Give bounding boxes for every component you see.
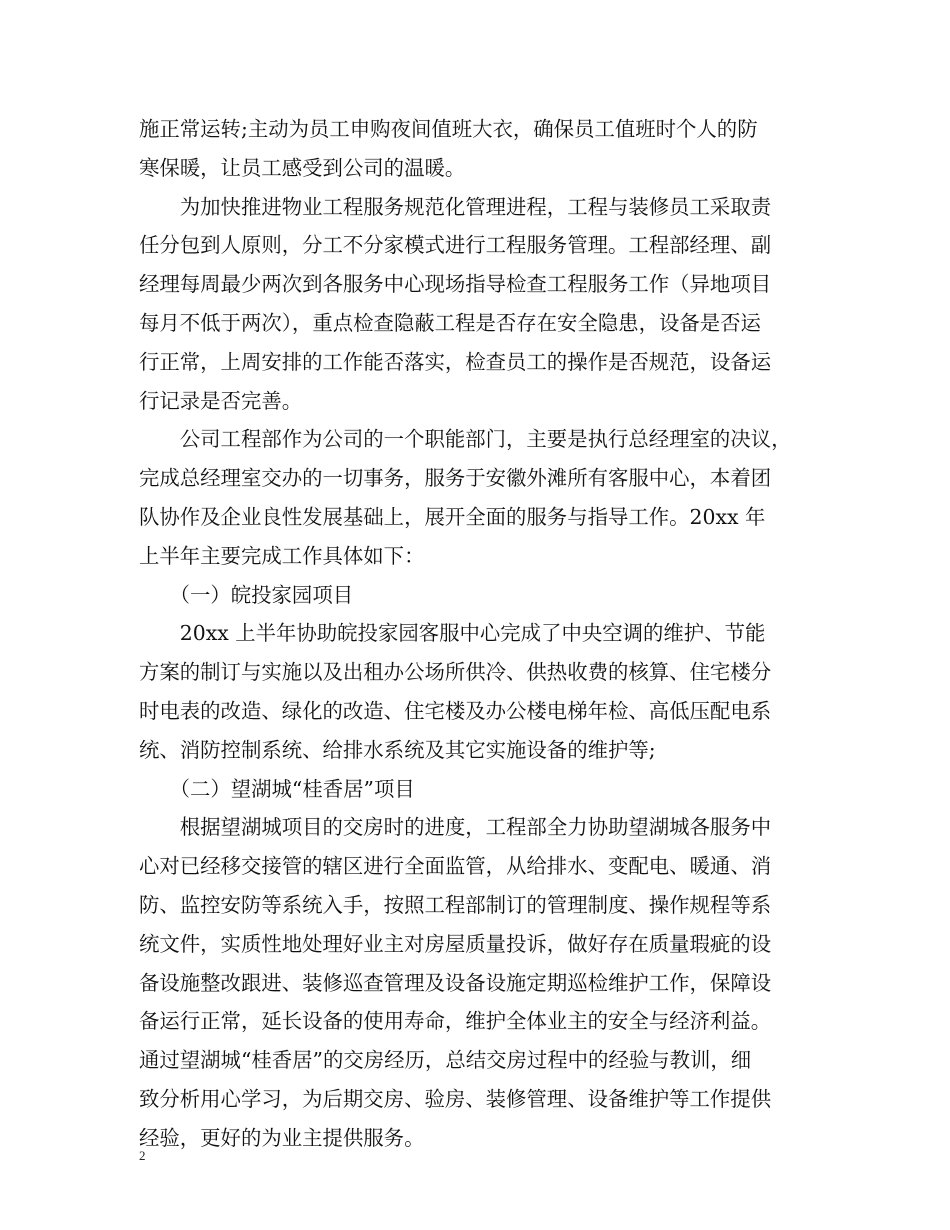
text-line: 备设施整改跟进、装修巡查管理及设备设施定期巡检维护工作，保障设 [139, 970, 772, 995]
text-line: 寒保暖，让员工感受到公司的温暖。 [139, 155, 466, 180]
section-heading: （二）望湖城“桂香居”项目 [139, 776, 415, 801]
text-line: 备运行正常，延长设备的使用寿命，维护全体业主的安全与经济利益。 [139, 1009, 772, 1034]
text-line: 通过望湖城“桂香居”的交房经历，总结交房过程中的经验与教训，细 [139, 1048, 752, 1073]
text-line: 时电表的改造、绿化的改造、住宅楼及办公楼电梯年检、高低压配电系 [139, 698, 772, 723]
text-line: 施正常运转;主动为员工申购夜间值班大衣，确保员工值班时个人的防 [139, 117, 758, 141]
text-line: 行记录是否完善。 [139, 388, 303, 413]
text-line: 致分析用心学习，为后期交房、验房、装修管理、设备维护等工作提供 [139, 1086, 772, 1111]
text-line: 20xx 上半年协助皖投家园客服中心完成了中央空调的维护、节能 [139, 621, 766, 646]
text-line: 统文件，实质性地处理好业主对房屋质量投诉，做好存在质量瑕疵的设 [139, 931, 772, 956]
text-line: 防、监控安防等系统入手，按照工程部制订的管理制度、操作规程等系 [139, 892, 772, 917]
page-number: 2 [139, 1148, 146, 1163]
text-line: 公司工程部作为公司的一个职能部门，主要是执行总经理室的决议， [139, 427, 792, 452]
text-line: 每月不低于两次），重点检查隐蔽工程是否存在安全隐患，设备是否运 [139, 310, 761, 335]
text-line: 上半年主要完成工作具体如下： [139, 543, 425, 568]
text-line: 根据望湖城项目的交房时的进度，工程部全力协助望湖城各服务中 [139, 815, 772, 840]
text-line: 心对已经移交接管的辖区进行全面监管，从给排水、变配电、暖通、消 [139, 854, 772, 879]
text-line: 方案的制订与实施以及出租办公场所供冷、供热收费的核算、住宅楼分 [139, 660, 772, 685]
section-heading: （一）皖投家园项目 [139, 582, 354, 607]
text-line: 统、消防控制系统、给排水系统及其它实施设备的维护等; [139, 737, 656, 762]
text-line: 行正常，上周安排的工作能否落实，检查员工的操作是否规范，设备运 [139, 349, 772, 374]
body-text [139, 110, 819, 1158]
text-line: 经验，更好的为业主提供服务。 [139, 1125, 425, 1150]
text-line: 完成总经理室交办的一切事务，服务于安徽外滩所有客服中心，本着团 [139, 466, 772, 491]
text-line: 为加快推进物业工程服务规范化管理进程，工程与装修员工采取责 [139, 194, 772, 219]
text-line: 队协作及企业良性发展基础上，展开全面的服务与指导工作。20xx 年 [139, 504, 766, 529]
text-line: 任分包到人原则，分工不分家模式进行工程服务管理。工程部经理、副 [139, 233, 772, 258]
text-line: 经理每周最少两次到各服务中心现场指导检查工程服务工作（异地项目 [139, 272, 772, 297]
